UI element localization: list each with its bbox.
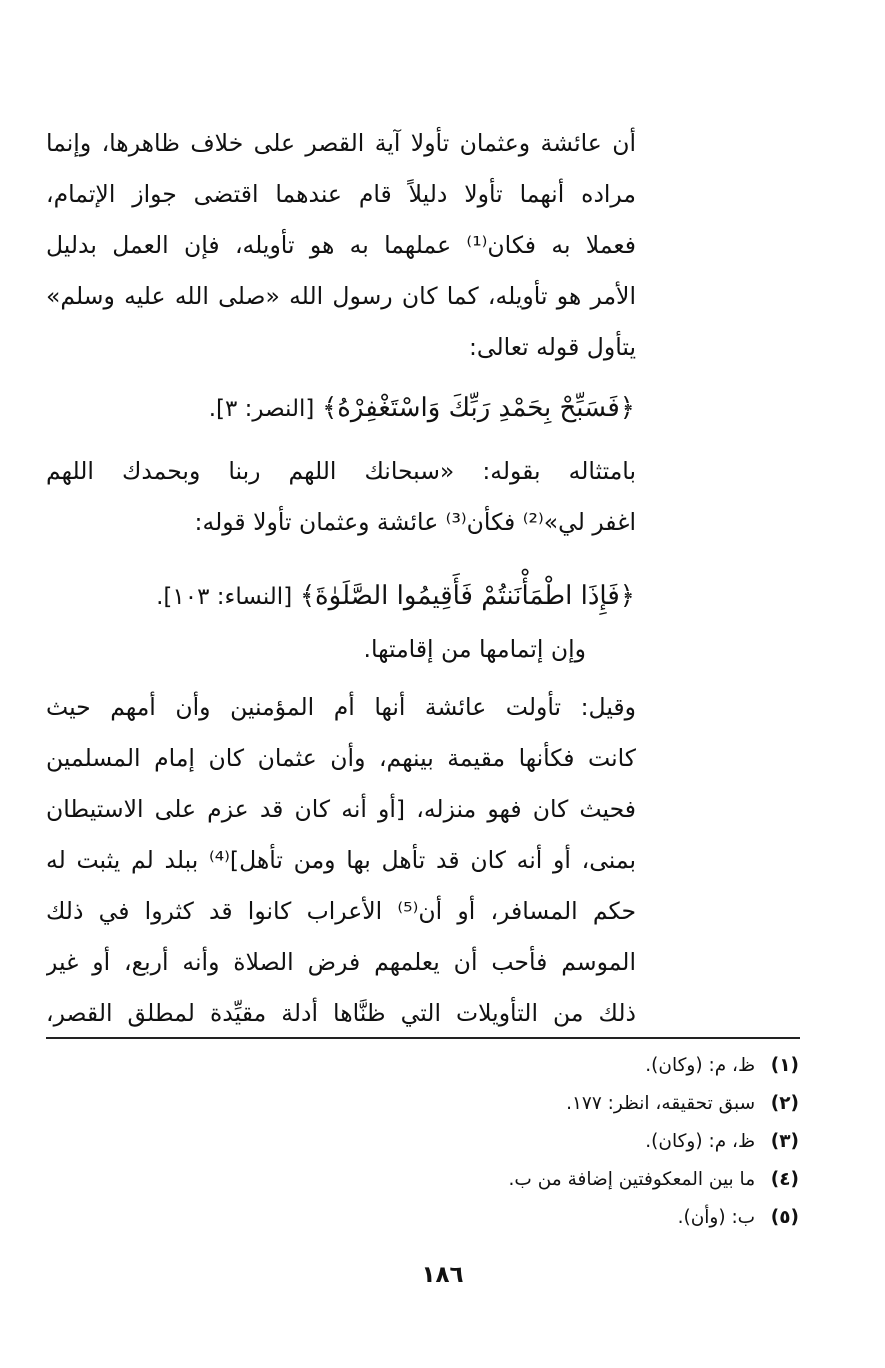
footnote-number: (٤) bbox=[770, 1169, 799, 1190]
footnote-number: (١) bbox=[770, 1055, 799, 1076]
verse-text: ﴿فَإِذَا اطْمَأْنَنتُمْ فَأَقِيمُوا الصَّلَوٰةَ﴾ bbox=[299, 581, 635, 611]
verse-text: ﴿فَسَبِّحْ بِحَمْدِ رَبِّكَ وَاسْتَغْفِرْهُ﴾ bbox=[322, 393, 635, 423]
footnote-5 bbox=[678, 1200, 799, 1236]
footnote-text: سبق تحقيقه، انظر: ١٧٧. bbox=[566, 1093, 756, 1114]
footnote-number: (٥) bbox=[770, 1207, 799, 1228]
quran-verse-1 bbox=[209, 388, 635, 429]
paragraph-3 bbox=[46, 624, 586, 675]
text-line: حكم المسافر، أو أن⁽⁵⁾ الأعراب كانوا قد كثروا في ذلك bbox=[46, 897, 636, 925]
text-line: فحيث كان فهو منزله، [أو أنه كان قد عزم على الاستيطان bbox=[46, 795, 636, 823]
text-line: فعملا به فكان⁽¹⁾ عملهما به هو تأويله، فإن العمل بدليل bbox=[46, 231, 636, 259]
footnote-1 bbox=[645, 1048, 799, 1084]
page-number: ١٨٦ bbox=[421, 1262, 464, 1288]
footnote-number: (٣) bbox=[770, 1131, 799, 1152]
text-line: الأمر هو تأويله، كما كان رسول الله «صلى الله عليه وسلم» bbox=[46, 282, 636, 310]
text-line: كانت فكأنها مقيمة بينهم، وأن عثمان كان إمام المسلمين bbox=[46, 744, 636, 772]
text-line: يتأول قوله تعالى: bbox=[469, 333, 636, 361]
footnote-3 bbox=[645, 1124, 799, 1160]
text-line: أن عائشة وعثمان تأولا آية القصر على خلاف ظاهرها، وإنما bbox=[46, 129, 636, 157]
footnote-2 bbox=[566, 1086, 799, 1122]
verse-reference: [النصر: ٣]. bbox=[208, 396, 315, 422]
paragraph-2 bbox=[46, 446, 636, 548]
footnote-divider bbox=[46, 1037, 800, 1039]
paragraph-4 bbox=[46, 682, 636, 1039]
footnote-text: ب: (وأن). bbox=[677, 1207, 756, 1228]
verse-reference: [النساء: ١٠٣]. bbox=[156, 584, 293, 610]
footnote-text: ظ، م: (وكان). bbox=[645, 1055, 756, 1076]
paragraph-1 bbox=[46, 118, 636, 373]
text-line: مراده أنهما تأولا دليلاً قام عندهما اقتضى جواز الإتمام، bbox=[46, 180, 636, 208]
footnote-number: (٢) bbox=[770, 1093, 799, 1114]
text-line: بامتثاله بقوله: «سبحانك اللهم ربنا وبحمدك اللهم bbox=[46, 457, 636, 485]
footnote-text: ما بين المعكوفتين إضافة من ب. bbox=[508, 1169, 756, 1190]
text-line: وإن إتمامها من إقامتها. bbox=[363, 635, 586, 663]
text-line: وقيل: تأولت عائشة أنها أم المؤمنين وأن أمهم حيث bbox=[46, 693, 636, 721]
footnote-4 bbox=[509, 1162, 799, 1198]
quran-verse-2 bbox=[156, 576, 635, 617]
text-line: الموسم فأحب أن يعلمهم فرض الصلاة وأنه أربع، أو غير bbox=[46, 948, 636, 976]
text-line: بمنى، أو أنه كان قد تأهل بها ومن تأهل]⁽⁴⁾ ببلد لم يثبت له bbox=[46, 846, 636, 874]
text-line: اغفر لي»⁽²⁾ فكأن⁽³⁾ عائشة وعثمان تأولا قوله: bbox=[194, 508, 636, 536]
text-line: ذلك من التأويلات التي ظنَّاها أدلة مقيِّدة لمطلق القصر، bbox=[46, 999, 636, 1027]
footnote-text: ظ، م: (وكان). bbox=[645, 1131, 756, 1152]
